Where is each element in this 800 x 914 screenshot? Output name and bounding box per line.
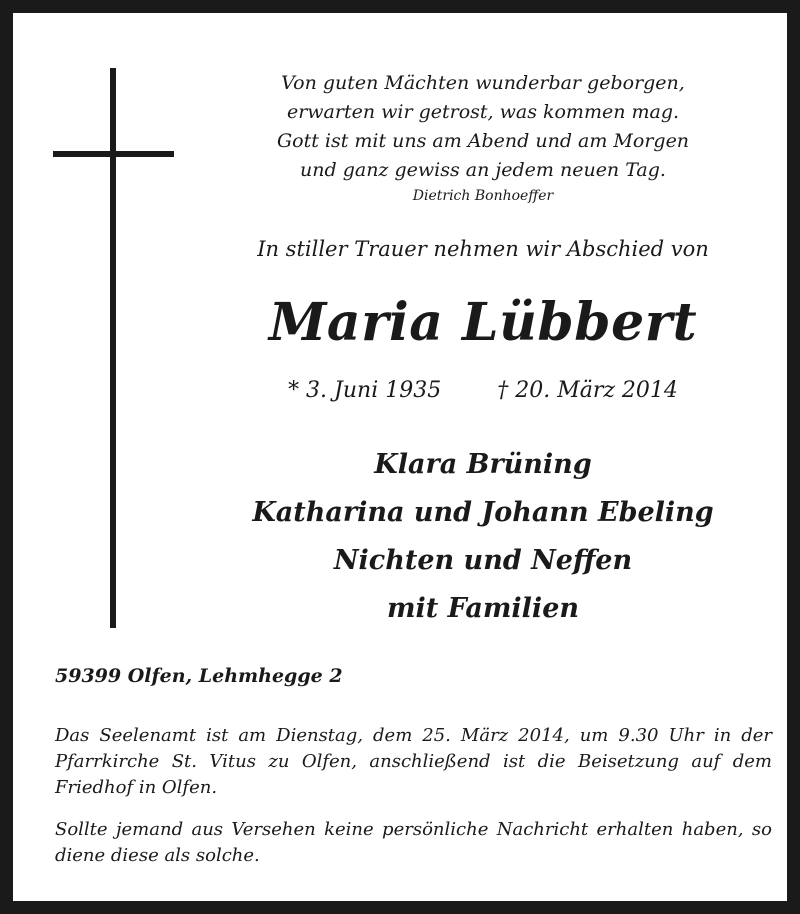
death-date: † 20. März 2014 xyxy=(497,378,678,403)
deceased-name: Maria Lübbert xyxy=(268,292,698,353)
intro-text: In stiller Trauer nehmen wir Abschied von xyxy=(257,237,709,261)
mourner-name: Klara Brüning xyxy=(374,449,592,480)
mourner-name: Katharina und Johann Ebeling xyxy=(252,497,714,528)
cross-icon-horizontal-bar xyxy=(53,151,174,157)
poem-line: Von guten Mächten wunderbar geborgen, xyxy=(281,72,685,94)
notice-paragraph: Sollte jemand aus Versehen keine persönliche Nachricht erhalten haben, so diene diese als solche. xyxy=(55,819,772,866)
mourners-list xyxy=(183,441,783,633)
poem-line: erwarten wir getrost, was kommen mag. xyxy=(286,101,680,123)
birth-date: * 3. Juni 1935 xyxy=(288,378,442,403)
mourner-name: Nichten und Neffen xyxy=(333,545,633,576)
funeral-service-paragraph: Das Seelenamt ist am Dienstag, dem 25. März 2014, um 9.30 Uhr in der Pfarrkirche St. Vitus zu Olfen, anschließend ist die Beisetzung auf dem Friedhof in Olfen. xyxy=(55,725,772,798)
poem-author: Dietrich Bonhoeffer xyxy=(412,188,554,204)
poem-line: und ganz gewiss an jedem neuen Tag. xyxy=(300,159,666,181)
mourner-name: mit Familien xyxy=(386,593,580,624)
life-dates xyxy=(183,378,783,403)
family-address: 59399 Olfen, Lehmhegge 2 xyxy=(55,665,343,687)
poem xyxy=(193,69,773,185)
poem-line: Gott ist mit uns am Abend und am Morgen xyxy=(276,130,690,152)
